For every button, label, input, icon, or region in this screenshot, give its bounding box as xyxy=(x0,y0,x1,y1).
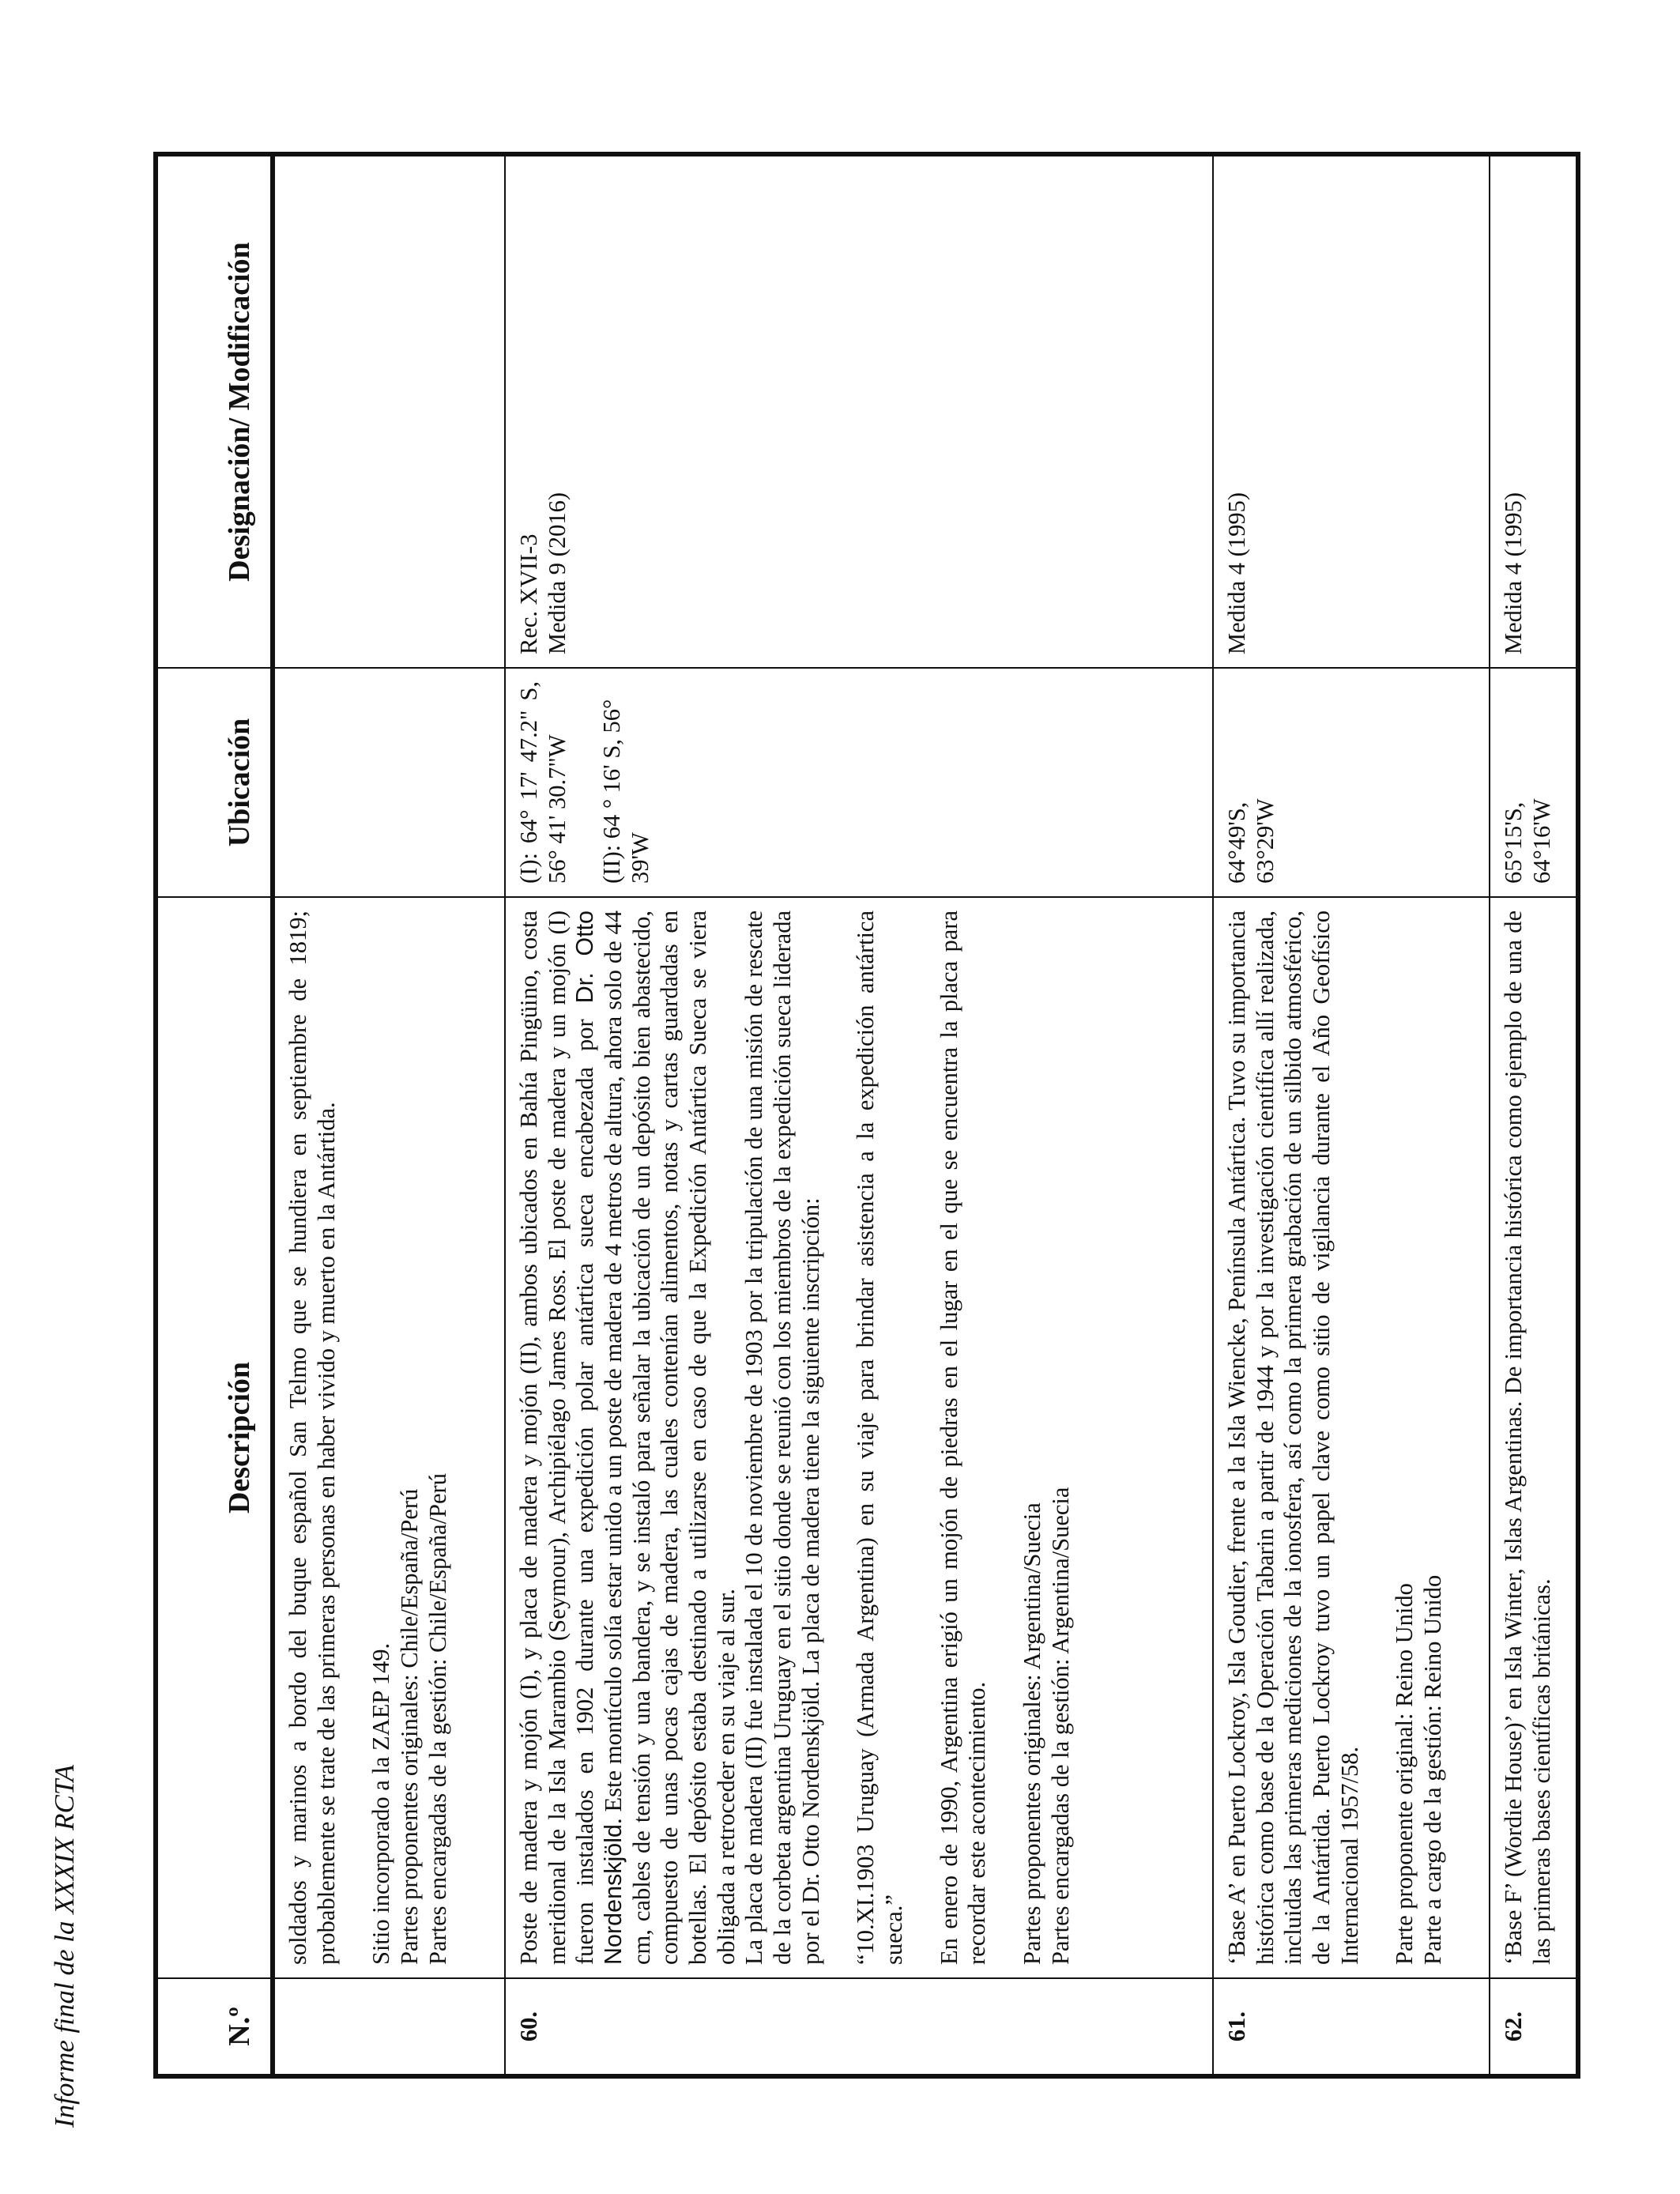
historic-sites-table xyxy=(153,152,1580,2079)
description-paragraph: ‘Base A’ en Puerto Lockroy, Isla Goudier, frente a la Isla Wiencke, Península Antártica. Tuvo su importancia histórica como base de la Operación Tabarin a partir de 1944 y por la investigación científica allí realizada, incluidas las primeras mediciones de la ionosfera, así como la primera grabación de un silbido atmosférico, de la Antártida. Puerto Lockroy tuvo un papel clave como sitio de vigilancia durante el Año Geofísico Internacional 1957/58. xyxy=(1223,910,1363,1965)
location-line: (I): 64° 17' 47.2" S, 56° 41' 30.7"W xyxy=(515,681,571,884)
row-location xyxy=(1490,668,1578,897)
row-location xyxy=(1213,668,1490,897)
description-paragraph: Parte a cargo de la gestión: Reino Unido xyxy=(1419,1574,1447,1965)
row-description xyxy=(273,897,505,1978)
location-line: 63°29'W xyxy=(1251,798,1279,884)
row-description xyxy=(1213,897,1490,1978)
location-line: (II): 64 ° 16' S, 56° 39'W xyxy=(598,699,654,884)
table-row xyxy=(273,154,505,2076)
page-header: Informe final de la XXXIX RCTA xyxy=(49,1764,80,2128)
description-paragraph xyxy=(515,910,740,1965)
description-paragraph: En enero de 1990, Argentina erigió un mojón de piedras en el lugar en el que se encuentra la placa para recordar este acontecimiento. xyxy=(935,910,991,1965)
description-text: Poste de madera y mojón (I), y placa de madera y mojón (II), ambos ubicados en Bahía Pingüino, costa meridional de la Isla Marambio (Seymour), Archipiélago James Ross. El poste de madera y un mojón (I) fueron instalados en 1902 durante una expedición polar antártica sueca encabezada por xyxy=(515,910,599,1965)
row-number: 61. xyxy=(1213,1978,1490,2076)
designation-line: Medida 9 (2016) xyxy=(543,492,571,654)
location-line: 64°49'S, xyxy=(1223,801,1250,884)
row-location xyxy=(505,668,1213,897)
description-name: Dr. Otto Nordenskjöld xyxy=(571,910,627,1965)
description-paragraph: ‘Base F’ (Wordie House)’ en Isla Winter, Islas Argentinas. De importancia histórica como ejemplo de una de las primeras bases científicas británicas. xyxy=(1500,910,1555,1965)
description-paragraph: soldados y marinos a bordo del buque español San Telmo que se hundiera en septiembre de 1819; probablemente se trate de las primeras personas en haber vivido y muerto en la Antártida. xyxy=(284,910,340,1965)
description-quote: “10.XI.1903 Uruguay (Armada Argentina) en su viaje para brindar asistencia a la expedición antártica sueca.” xyxy=(852,910,908,1965)
description-paragraph: Partes encargadas de la gestión: Chile/España/Perú xyxy=(424,1473,451,1965)
table-row xyxy=(1490,154,1578,2076)
header-location: Ubicación xyxy=(156,668,273,897)
row-number xyxy=(273,1978,505,2076)
description-paragraph: Partes encargadas de la gestión: Argentina/Suecia xyxy=(1046,1487,1074,1965)
table-header-row xyxy=(156,154,273,2076)
table-row xyxy=(1213,154,1490,2076)
rotated-page-content xyxy=(153,156,1576,2079)
row-number: 62. xyxy=(1490,1978,1578,2076)
designation-line: Rec. XVII-3 xyxy=(515,533,542,654)
row-designation xyxy=(505,154,1213,668)
row-designation xyxy=(1490,154,1578,668)
description-paragraph: Parte proponente original: Reino Unido xyxy=(1391,1583,1418,1965)
row-description xyxy=(1490,897,1578,1978)
row-location xyxy=(273,668,505,897)
header-designation: Designación/ Modificación xyxy=(156,154,273,668)
table-row xyxy=(505,154,1213,2076)
designation-line: Medida 4 (1995) xyxy=(1223,492,1250,654)
description-paragraph: Sitio incorporado a la ZAEP 149. xyxy=(367,1642,395,1965)
description-paragraph: Partes proponentes originales: Chile/España/Perú xyxy=(396,1488,424,1965)
row-number: 60. xyxy=(505,1978,1213,2076)
row-designation xyxy=(273,154,505,668)
description-paragraph: Partes proponentes originales: Argentina/Suecia xyxy=(1019,1502,1046,1965)
description-paragraph: La placa de madera (II) fue instalada el 10 de noviembre de 1903 por la tripulación de una misión de rescate de la corbeta argentina Uruguay en el sitio donde se reunió con los miembros de la expedición sueca liderada por el Dr. Otto Nordenskjöld. La placa de madera tiene la siguiente inscripción: xyxy=(740,910,824,1965)
location-line: 65°15'S, xyxy=(1500,801,1527,884)
description-text: . Este montículo solía estar unido a un poste de madera de 4 metros de altura, ahora solo de 44 cm, cables de tensión y una bandera, y se instaló para señalar la ubicación de un depósito bien abastecido, compuesto de unas pocas cajas de madera, las cuales contenían alimentos, notas y cartas guardadas en botellas. El depósito estaba destinado a utilizarse en caso de que la Expedición Antártica Sueca se viera obligada a retroceder en su viaje al sur. xyxy=(600,910,740,1965)
row-description xyxy=(505,897,1213,1978)
header-description: Descripción xyxy=(156,897,273,1978)
location-line: 64°16'W xyxy=(1527,798,1555,884)
header-num: N.º xyxy=(156,1978,273,2076)
designation-line: Medida 4 (1995) xyxy=(1500,492,1527,654)
row-designation xyxy=(1213,154,1490,668)
